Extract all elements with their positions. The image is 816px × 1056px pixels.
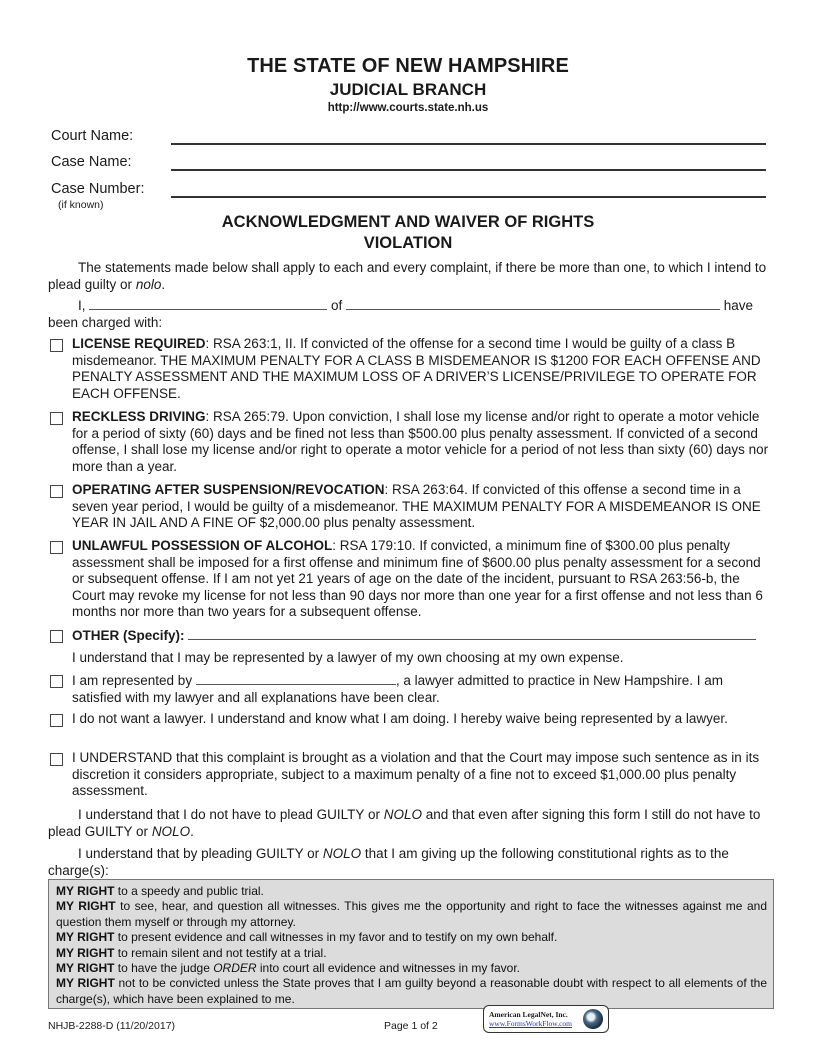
charge-operating-after-suspension: OPERATING AFTER SUSPENSION/REVOCATION: RSA 263:64. If convicted of this offense a second time in a seven year period, I would be guilty of a misdemeanor. THE MAXIMUM PENALTY FOR A MISDEMEANOR IS ONE YEAR IN JAIL AND A FINE OF $2,000.00 plus penalty assessment. (72, 482, 761, 530)
court-name-field[interactable] (171, 143, 766, 145)
understand-violation-statement: I UNDERSTAND that this complaint is brought as a violation and that the Court may impose such sentence as in its discretion it considers appropriate, subject to a maximum penalty of a fine not to exceed $1,000.00 plus penalty assessment. (72, 750, 760, 798)
unlawful-possession-checkbox[interactable] (50, 541, 63, 554)
globe-logo-icon (583, 1009, 603, 1029)
badge-link[interactable]: www.FormsWorkFlow.com (489, 1019, 573, 1028)
constitutional-rights-box (48, 879, 774, 1009)
right-question-witnesses: MY RIGHT to see, hear, and question all witnesses. This gives me the opportunity and right to face the witnesses against me and question them myself or through my attorney. (56, 899, 768, 929)
understand-violation-checkbox[interactable] (50, 753, 63, 766)
other-specify-field[interactable] (188, 627, 756, 640)
right-remain-silent: MY RIGHT to remain silent and not testify at a trial. (56, 945, 327, 960)
form-subtitle: VIOLATION (363, 234, 453, 252)
court-url: http://www.courts.state.nh.us (327, 102, 489, 114)
defendant-address-field[interactable] (346, 297, 720, 310)
represented-checkbox[interactable] (50, 675, 63, 688)
case-number-hint: (if known) (58, 199, 104, 211)
right-present-evidence: MY RIGHT to present evidence and call witnesses in my favor and to testify on my own behalf. (56, 930, 558, 945)
license-required-checkbox[interactable] (50, 339, 63, 352)
form-id: NHJB-2288-D (11/20/2017) (48, 1020, 176, 1032)
reckless-driving-checkbox[interactable] (50, 412, 63, 425)
case-number-field[interactable] (171, 196, 766, 198)
case-name-label: Case Name: (51, 154, 132, 170)
right-reasonable-doubt: MY RIGHT not to be convicted unless the State proves that I am guilty beyond a reasonable doubt with respect to all elements of the charge(s), which have been explained to me. (56, 976, 768, 1006)
branch-heading: JUDICIAL BRANCH (329, 80, 487, 99)
lawyer-statement: I understand that I may be represented by a lawyer of my own choosing at my own expense. (72, 650, 624, 665)
giving-up-rights-paragraph: I understand that by pleading GUILTY or NOLO that I am giving up the following constitutional rights as to the charge(s): (48, 846, 729, 878)
other-checkbox[interactable] (50, 630, 63, 643)
charge-license-required: LICENSE REQUIRED: RSA 263:1, II. If convicted of the offense for a second time I would be guilty of a class B misdemeanor. THE MAXIMUM PENALTY FOR A CLASS B MISDEMEANOR IS $1200 FOR EACH OFFENSE AND PENALTY ASSESSMENT AND THE MAXIMUM LOSS OF A DRIVER’S LICENSE/PRIVILEGE TO OPERATE FOR EACH OFFENSE. (72, 336, 761, 401)
state-heading: THE STATE OF NEW HAMPSHIRE (247, 55, 569, 77)
badge-company: American LegalNet, Inc. (489, 1010, 568, 1019)
charge-unlawful-possession-alcohol: UNLAWFUL POSSESSION OF ALCOHOL: RSA 179:10. If convicted, a minimum fine of $300.00 plus penalty assessment shall be imposed for a first offense and minimum fine of $600.00 plus penalty assessment for a second or subsequent offense. If I am not yet 21 years of age on the date of the incident, pursuant to RSA 263:56-b, the Court may revoke my license for not less than 90 days nor more than one year for a first offense and not less than 6 months nor more than two years for a subsequent offense. (72, 538, 763, 619)
right-judge-order: MY RIGHT to have the judge ORDER into court all evidence and witnesses in my favor. (56, 961, 521, 976)
page-number: Page 1 of 2 (384, 1020, 438, 1032)
charge-reckless-driving: RECKLESS DRIVING: RSA 265:79. Upon conviction, I shall lose my license and/or right to operate a motor vehicle for a period of sixty (60) days and be fined not less than $500.00 plus penalty assessment. If convicted of a second offense, I shall lose my license and/or right to operate a motor vehicle for a period of not less than sixty (60) days nor more than a year. (72, 409, 769, 474)
no-lawyer-statement: I do not want a lawyer. I understand and know what I am doing. I hereby waive being represented by a lawyer. (72, 711, 728, 726)
operating-after-suspension-checkbox[interactable] (50, 485, 63, 498)
charged-statement: I, of have been charged with: (48, 298, 754, 330)
defendant-name-field[interactable] (89, 297, 327, 310)
lawyer-name-field[interactable] (196, 672, 396, 685)
case-number-label: Case Number: (51, 181, 145, 197)
intro-paragraph: The statements made below shall apply to each and every complaint, if there be more than one, to which I intend to plead guilty or nolo. (48, 260, 767, 292)
right-speedy-trial: MY RIGHT to a speedy and public trial. (56, 884, 264, 898)
court-name-label: Court Name: (51, 128, 134, 144)
form-title: ACKNOWLEDGMENT AND WAIVER OF RIGHTS (221, 213, 595, 231)
no-lawyer-checkbox[interactable] (50, 714, 63, 727)
other-charge: OTHER (Specify): (72, 627, 772, 645)
american-legalnet-badge[interactable] (483, 1005, 609, 1033)
represented-statement: I am represented by , a lawyer admitted to practice in New Hampshire. I am satisfied with my lawyer and all explanations have been clear. (72, 673, 723, 705)
plead-paragraph: I understand that I do not have to plead GUILTY or NOLO and that even after signing this form I still do not have to plead GUILTY or NOLO. (48, 807, 761, 839)
case-name-field[interactable] (171, 169, 766, 171)
